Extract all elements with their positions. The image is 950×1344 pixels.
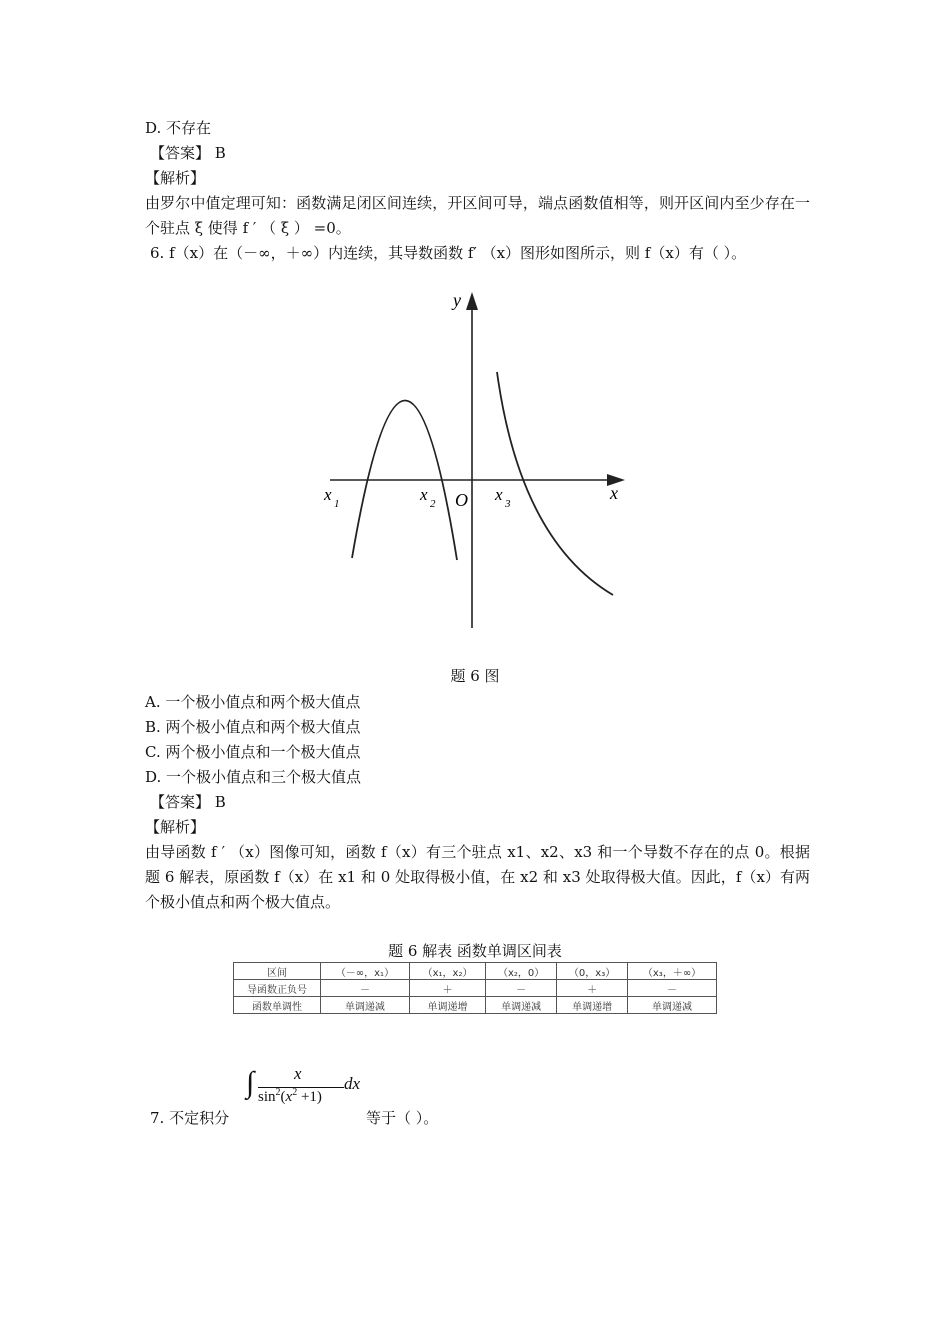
option-a: A. 一个极小值点和两个极大值点 xyxy=(145,693,361,711)
numerator: x xyxy=(294,1064,302,1083)
label-x1-sub: 1 xyxy=(334,498,340,510)
table-cell: ＋ xyxy=(409,980,485,997)
label-y: y xyxy=(453,290,461,310)
table-cell: 单调递减 xyxy=(486,997,557,1014)
option-d-q5: D. 不存在 xyxy=(145,119,212,137)
option-d: D. 一个极小值点和三个极大值点 xyxy=(145,768,362,786)
table-row xyxy=(234,997,717,1014)
analysis-label-q6: 【解析】 xyxy=(145,818,206,836)
table-title: 题 6 解表 函数单调区间表 xyxy=(388,942,562,960)
label-x2-sub: 2 xyxy=(430,498,436,510)
table-cell: （x₃，＋∞） xyxy=(628,963,717,980)
table-cell: ＋ xyxy=(557,980,628,997)
option-c: C. 两个极小值点和一个极大值点 xyxy=(145,743,361,761)
dx: dx xyxy=(344,1074,361,1093)
question-7-prefix: 7. 不定积分 xyxy=(150,1109,230,1127)
label-x3: x xyxy=(495,485,503,504)
table-cell: （0，x₃） xyxy=(557,963,628,980)
analysis-q6: 由导函数 f ′ （x）图像可知，函数 f（x）有三个驻点 x1、x2、x3 和一个导数不存在的点 0。根据题 6 解表，原函数 f（x）在 x1 和 0 处取得极小值，在 x2 和 x3 处取得极大值。因此，f（x）有两个极小值点和两个极大值点。 xyxy=(145,843,810,911)
question-7-suffix: 等于（ ）。 xyxy=(366,1109,439,1127)
figure-caption: 题 6 图 xyxy=(450,667,500,685)
label-x1: x xyxy=(324,485,332,504)
curve-hyperbola xyxy=(497,372,613,595)
table-row xyxy=(234,963,717,980)
derivative-graph xyxy=(0,0,950,660)
table-row xyxy=(234,980,717,997)
analysis-label-q5: 【解析】 xyxy=(145,169,206,187)
table-cell: 函数单调性 xyxy=(234,997,321,1014)
table-cell: － xyxy=(628,980,717,997)
answer-q5: 【答案】 B xyxy=(150,144,226,162)
table-cell: － xyxy=(321,980,410,997)
table-cell: 区间 xyxy=(234,963,321,980)
label-x3-sub: 3 xyxy=(505,498,511,510)
table-cell: 单调递增 xyxy=(409,997,485,1014)
y-axis-arrow xyxy=(466,292,478,310)
answer-q6: 【答案】 B xyxy=(150,793,226,811)
label-x2: x xyxy=(420,485,428,504)
option-b: B. 两个极小值点和两个极大值点 xyxy=(145,718,361,736)
table-cell: 导函数正负号 xyxy=(234,980,321,997)
denominator: $\sin^2(x^2 +1)$ xyxy=(258,1087,322,1105)
table-cell: （－∞，x₁） xyxy=(321,963,410,980)
analysis-q5: 由罗尔中值定理可知：函数满足闭区间连续，开区间可导，端点函数值相等，则开区间内至少存在一个驻点 ξ 使得 f ′ （ ξ ） =0。 xyxy=(145,194,810,237)
table-cell: 单调递减 xyxy=(628,997,717,1014)
table-cell: （x₁，x₂） xyxy=(409,963,485,980)
label-x: x xyxy=(610,483,618,503)
table-cell: 单调递增 xyxy=(557,997,628,1014)
table-cell: － xyxy=(486,980,557,997)
label-origin: O xyxy=(455,490,468,510)
table-cell: （x₂，0） xyxy=(486,963,557,980)
question-6: 6. f（x）在（－∞，＋∞）内连续，其导数函数 f′ （x）图形如图所示，则 f（x）有（ ）。 xyxy=(150,244,747,262)
table-cell: 单调递减 xyxy=(321,997,410,1014)
integral-sign: ∫ xyxy=(246,1066,255,1099)
monotonic-table xyxy=(233,962,717,1014)
